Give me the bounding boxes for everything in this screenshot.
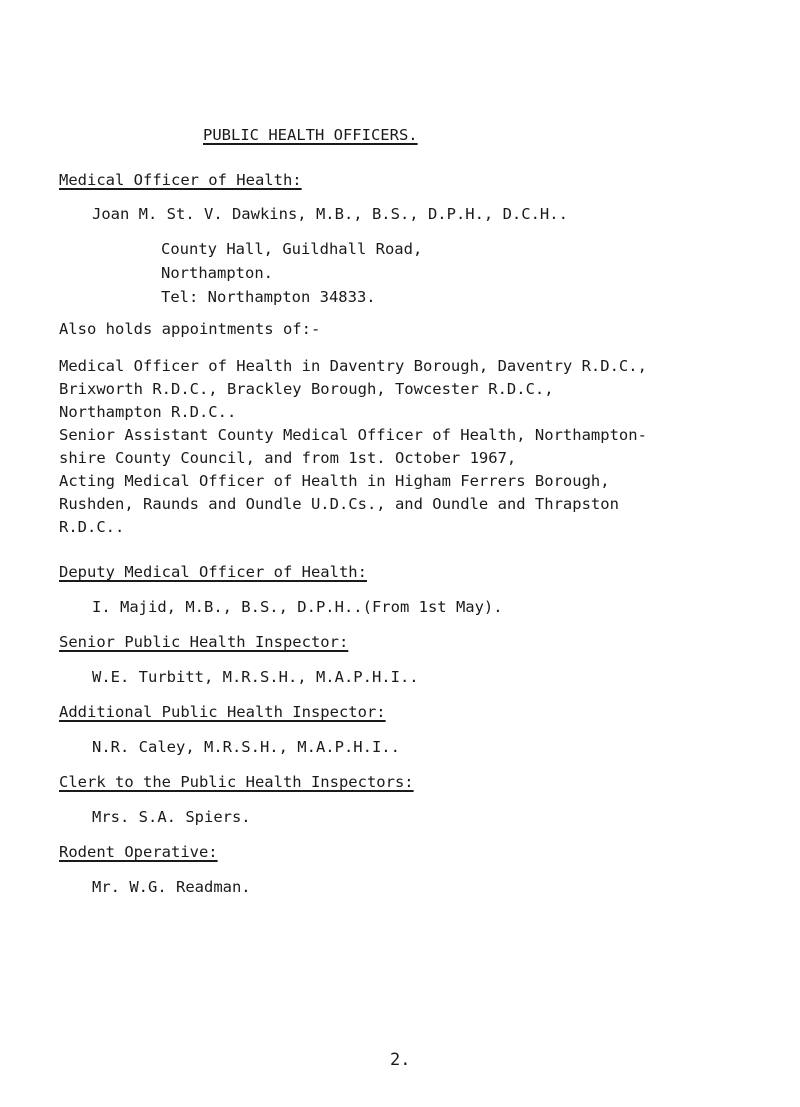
deputy-name: I. Majid, M.B., B.S., D.P.H..(From 1st May). bbox=[92, 598, 503, 616]
moh-name: Joan M. St. V. Dawkins, M.B., B.S., D.P.H., D.C.H.. bbox=[92, 205, 568, 223]
clerk-heading: Clerk to the Public Health Inspectors: bbox=[59, 773, 414, 791]
appointment-line: Medical Officer of Health in Daventry Borough, Daventry R.D.C., bbox=[59, 357, 647, 375]
rodent-name: Mr. W.G. Readman. bbox=[92, 878, 251, 896]
deputy-heading: Deputy Medical Officer of Health: bbox=[59, 563, 367, 581]
appointment-line: shire County Council, and from 1st. October 1967, bbox=[59, 449, 517, 467]
page-number: 2. bbox=[390, 1050, 411, 1070]
appointment-line: Acting Medical Officer of Health in Higham Ferrers Borough, bbox=[59, 472, 610, 490]
also-holds-label: Also holds appointments of:- bbox=[59, 320, 321, 338]
additional-phi-heading: Additional Public Health Inspector: bbox=[59, 703, 386, 721]
appointment-line: Northampton R.D.C.. bbox=[59, 403, 237, 421]
senior-phi-heading: Senior Public Health Inspector: bbox=[59, 633, 349, 651]
senior-phi-name: W.E. Turbitt, M.R.S.H., M.A.P.H.I.. bbox=[92, 668, 419, 686]
appointment-line: Senior Assistant County Medical Officer of Health, Northampton- bbox=[59, 426, 647, 444]
moh-address-line: County Hall, Guildhall Road, bbox=[161, 240, 423, 258]
appointment-line: Brixworth R.D.C., Brackley Borough, Towcester R.D.C., bbox=[59, 380, 554, 398]
moh-address-line: Northampton. bbox=[161, 264, 273, 282]
clerk-name: Mrs. S.A. Spiers. bbox=[92, 808, 251, 826]
additional-phi-name: N.R. Caley, M.R.S.H., M.A.P.H.I.. bbox=[92, 738, 400, 756]
page-title: PUBLIC HEALTH OFFICERS. bbox=[203, 126, 418, 144]
appointment-line: Rushden, Raunds and Oundle U.D.Cs., and Oundle and Thrapston bbox=[59, 495, 619, 513]
appointment-line: R.D.C.. bbox=[59, 518, 125, 536]
moh-address-phone: Tel: Northampton 34833. bbox=[161, 288, 376, 306]
moh-heading: Medical Officer of Health: bbox=[59, 171, 302, 189]
rodent-heading: Rodent Operative: bbox=[59, 843, 218, 861]
